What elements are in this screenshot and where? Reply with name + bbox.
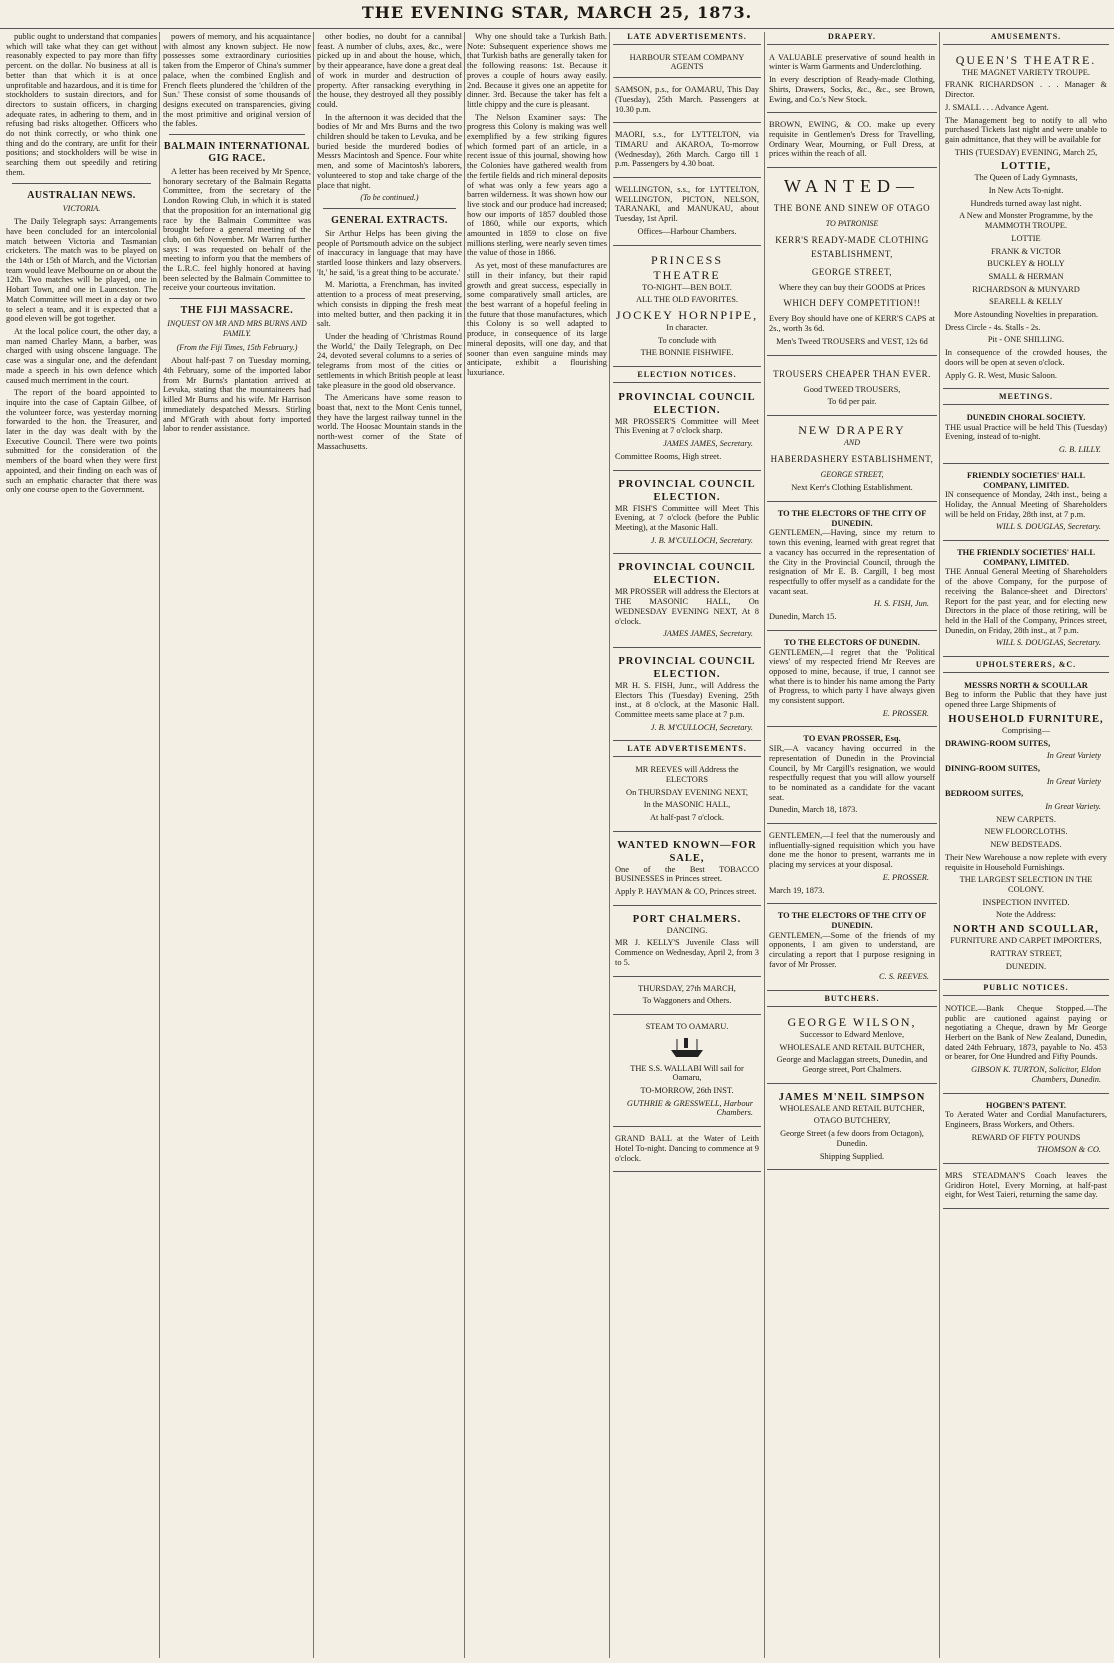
ad-text: WHICH DEFY COMPETITION!! — [783, 298, 921, 309]
ad-text: MR H. S. FISH, Junr., will Address the Electors This (Tuesday) Evening, 25th inst., at 8 o'clock, at the Masonic Hall. Committee meets same place at 7 p.m. — [615, 680, 759, 720]
ad-heading: TROUSERS CHEAPER THAN EVER. — [773, 368, 931, 379]
ad-text: Comprising— — [1002, 725, 1050, 735]
ad-text: A VALUABLE preservative of sound health in winter is Warm Garments and Underclothing. — [769, 52, 935, 72]
column-rule — [159, 32, 160, 1658]
section-tag: MEETINGS. — [943, 392, 1109, 405]
ad-heading: DUNEDIN CHORAL SOCIETY. — [966, 412, 1086, 422]
ad-text: DANCING. — [666, 925, 708, 935]
ad-text: NEW BEDSTEADS. — [990, 840, 1062, 850]
column-rule — [609, 32, 610, 1658]
ad-text: On THURSDAY EVENING NEXT, — [626, 787, 748, 797]
ad-text: In Great Variety — [1046, 751, 1101, 761]
column-rule — [313, 32, 314, 1658]
continued-note: (To be continued.) — [360, 193, 419, 203]
article-heading: BALMAIN INTERNATIONAL GIG RACE. — [163, 141, 311, 165]
ad-text: In every description of Ready-made Clothing, Shirts, Drawers, Socks, &c., &c., see Brown, Ewing, and Co.'s New Stock. — [769, 75, 935, 104]
ad-text: Hundreds turned away last night. — [970, 198, 1082, 208]
ad-text: GENTLEMEN,—I feel that the numerously and influentially-signed requisition which you have done me the honor to present, warrants me in placing my services at your disposal. — [769, 831, 935, 870]
article-paragraph: Sir Arthur Helps has been giving the people of Portsmouth advice on the subject of inaccuracy in language that may have startled loose thinkers and lazy observers. 'It,' he said, 'is a great thing to be accurate.' — [317, 228, 462, 277]
column-rule — [464, 32, 465, 1658]
ad-signature: J. B. M'CULLOCH, Secretary. — [650, 722, 753, 732]
ad-heading: HABERDASHERY ESTABLISHMENT, — [770, 453, 934, 464]
ad-text: DUNEDIN. — [1005, 961, 1047, 971]
section-tag: PUBLIC NOTICES. — [943, 983, 1109, 996]
ad-heading: FRIENDLY SOCIETIES' HALL COMPANY, LIMITED. — [966, 470, 1086, 490]
ad-text: NEW FLOORCLOTHS. — [984, 827, 1068, 837]
divider — [169, 298, 305, 299]
ad-text: MRS STEADMAN'S Coach leaves the Gridiron Hotel, Every Morning, at half-past eight, for West Taieri, returning the same day. — [945, 1171, 1107, 1200]
ad-text: George Street (a few doors from Octagon), Dunedin. — [780, 1129, 924, 1148]
article-heading: THE FIJI MASSACRE. — [180, 305, 294, 317]
ad-text: The Management beg to notify to all who purchased Tickets last night and were unable to gain admittance, that they will be available for — [945, 115, 1107, 144]
article-paragraph: powers of memory, and his acquaintance with almost any known subject. He now possesses some extraordinary curiosities taken from the Emperor of China's summer palace, when the combined English and French fleets plundered the 'children of the Sun.' These consist of some thousands of designs executed on transparencies, giving the most primitive and original version of the fables. — [163, 32, 311, 129]
ad-text: GENTLEMEN,—Some of the friends of my opponents, I am given to understand, are circulating a report that I purpose resigning in favor of Mr Prosser. — [769, 930, 935, 969]
advertisement — [943, 409, 1109, 464]
ad-text: More Astounding Novelties in preparation. — [954, 310, 1098, 320]
ad-text: March 19, 1873. — [769, 885, 825, 895]
ad-text: TO PATRONISE — [825, 219, 879, 229]
ad-text: In consequence of the crowded houses, the doors will be open at seven o'clock. — [945, 348, 1107, 367]
ad-text: The Queen of Lady Gymnasts, — [974, 173, 1078, 183]
ad-text: THE BONE AND SINEW OF OTAGO — [773, 203, 931, 214]
article-heading: AUSTRALIAN NEWS. — [27, 189, 136, 201]
ad-text: In character. — [666, 322, 708, 332]
ad-text: In Great Variety. — [1045, 802, 1101, 812]
advertisement — [767, 359, 937, 416]
column-7 — [943, 32, 1109, 1658]
advertisement — [767, 907, 937, 991]
column-2 — [163, 32, 311, 1658]
ad-text: In Great Variety — [1046, 776, 1101, 786]
ad-heading: PROVINCIAL COUNCIL ELECTION. — [618, 655, 756, 680]
ad-text: DRAWING-ROOM SUITES, — [945, 738, 1051, 748]
advertisement — [943, 677, 1109, 980]
ad-text: FURNITURE AND CARPET IMPORTERS, — [950, 936, 1102, 946]
article-source: (From the Fiji Times, 15th February.) — [176, 342, 298, 352]
ad-signature: GIBSON K. TURTON, Solicitor, Eldon Chambers, Dunedin. — [971, 1065, 1101, 1084]
steamship-icon — [667, 1035, 707, 1061]
ad-text: Pit - ONE SHILLING. — [987, 335, 1065, 345]
advertisement — [767, 49, 937, 114]
ad-text: WHOLESALE AND RETAIL BUTCHER, — [779, 1042, 925, 1052]
ad-text: In the MASONIC HALL, — [643, 800, 731, 810]
masthead — [0, 0, 1114, 29]
section-tag: UPHOLSTERERS, &C. — [943, 660, 1109, 673]
ad-text: GENTLEMEN,—I regret that the 'Political views' of my respected friend Mr Reeves are opposed to mine, because, if true, I cannot see what there is to hinder his name among the Party of Progress, to which party I have always given my consistent support. — [769, 647, 935, 706]
ad-signature: WILL S. DOUGLAS, Secretary. — [995, 638, 1101, 648]
ad-heading: NEW DRAPERY — [798, 422, 906, 437]
column-4 — [467, 32, 607, 1658]
ad-text: Successor to Edward Menlove, — [799, 1029, 905, 1039]
article-paragraph: At the local police court, the other day, a man named Charley Mann, a barber, was charged with using obscene language. The case was a singular one, and the defendant made a speech in his own defence which caused much merriment in the court. — [6, 326, 157, 385]
divider — [323, 208, 456, 209]
article-paragraph: A letter has been received by Mr Spence, honorary secretary of the Balmain Regatta Committee, from the secretary of the London Rowing Club, in which it is stated that the proposition for an international gig race by the Balmain Committee was brought before a general meeting of the club, on 6th November. Mr Warren further says: I was requested on behalf of the meeting to inform you that the members of the L.R.C. feel highly honored at having been selected by the Balmain Committee to receive your courteous invitation. — [163, 167, 311, 293]
section-tag: DRAPERY. — [767, 32, 937, 45]
article-paragraph: The Nelson Examiner says: The progress this Colony is making was well exemplified by a few striking figures which formed part of an article, in a recent issue of this journal, showing how the Colonies have gathered wealth from the fertile fields and rich mineral deposits of what was only a few years ago a barren wilderness. It was shown how our live stock and our produce had increased; how our imports of 1857 doubled those of 1860, while our exports, which amounted in 1859 to close on five millions sterling, were nearly seven times the value of those in 1866. — [467, 112, 607, 258]
newspaper-title: THE EVENING STAR, MARCH 25, 1873. — [361, 3, 753, 22]
ad-heading: PROVINCIAL COUNCIL ELECTION. — [618, 562, 756, 587]
ad-text: MR J. KELLY'S Juvenile Class will Commence on Wednesday, April 2, from 3 to 5. — [615, 938, 759, 967]
article-paragraph: Why one should take a Turkish Bath. Note: Subsequent experience shows me that Turkish baths are generally taken for the following reasons: 1st. Because it proves a couple of hours away easily. 2nd. Because it gives one an appetite for dinner. 3rd. Because the taker has felt a little chippy and the cure is pleasant. — [467, 32, 607, 109]
ad-text: MR PROSSER'S Committee will Meet This Evening at 7 o'clock sharp. — [615, 416, 759, 436]
ad-text: REWARD OF FIFTY POUNDS — [971, 1132, 1081, 1142]
ad-heading: LOTTIE, — [1001, 161, 1051, 173]
ad-text: INSPECTION INVITED. — [982, 897, 1070, 907]
ad-text: WHOLESALE AND RETAIL BUTCHER, — [779, 1103, 925, 1113]
article-paragraph: The report of the board appointed to inquire into the case of Captain Gilbee, of the volunteer force, was yesterday morning forwarded to the hon. the Treasurer, and later in the day was dealt with by the Executive Council. There were two points submitted for the consideration of the members of the board when they were first appointed, and their finding on each was of such an emphatic character that there was only one course open to the Government. — [6, 388, 157, 495]
ad-text: ALL THE OLD FAVORITES. — [635, 295, 739, 305]
ad-text: BEDROOM SUITES, — [945, 789, 1024, 799]
ad-text: A New and Monster Programme, by the MAMMOTH TROUPE. — [959, 211, 1093, 231]
ad-text: J. SMALL . . . Advance Agent. — [945, 102, 1049, 112]
ad-text: SMALL & HERMAN — [988, 271, 1064, 281]
advertisement — [943, 1000, 1109, 1094]
ad-heading: JAMES M'NEIL SIMPSON — [778, 1091, 926, 1103]
section-tag: BUTCHERS. — [767, 994, 937, 1007]
advertisement — [613, 181, 761, 246]
advertisement — [767, 634, 937, 728]
ad-text: THE Annual General Meeting of Shareholders of the above Company, for the purpose of receiving the Balance-sheet and Directors' Report for the past year, and for electing new Directors in the place of those retiring, will be held in the Hall of the Company, Princes street, Dunedin, on Friday, 28th inst., at 7 p.m. — [945, 567, 1107, 635]
ad-heading: TO THE ELECTORS OF THE CITY OF DUNEDIN. — [777, 911, 927, 930]
ad-text: To 6d per pair. — [827, 397, 877, 407]
ad-text: SEARELL & KELLY — [989, 297, 1063, 307]
ad-text: BROWN, EWING, & CO. make up every requisite in Gentlemen's Dress for Travelling, Ordinary Wear, Mourning, or Full Dress, at prices within the reach of all. — [769, 120, 935, 159]
ad-heading: MESSRS NORTH & SCOULLAR — [964, 680, 1088, 690]
ad-text: TO-NIGHT—BEN BOLT. — [642, 282, 732, 292]
advertisement — [613, 81, 761, 123]
ad-signature: JAMES JAMES, Secretary. — [663, 439, 753, 449]
ad-text: Committee Rooms, High street. — [615, 451, 722, 461]
ad-text: IN consequence of Monday, 24th inst., being a Holiday, the Annual Meeting of Shareholders will be held on Friday, 28th inst, at 7 p.m. — [945, 490, 1107, 519]
ad-text: THURSDAY, 27th MARCH, — [638, 983, 736, 993]
ad-text: KERR'S READY-MADE CLOTHING ESTABLISHMENT, — [775, 234, 929, 259]
ad-heading: TO EVAN PROSSER, Esq. — [803, 734, 901, 744]
column-3 — [317, 32, 462, 1658]
ad-text: THE LARGEST SELECTION IN THE COLONY. — [959, 875, 1093, 894]
section-tag: LATE ADVERTISEMENTS. — [613, 744, 761, 757]
advertisement — [613, 909, 761, 977]
ad-text: Apply P. HAYMAN & CO, Princes street. — [615, 887, 757, 897]
ad-text: GRAND BALL at the Water of Leith Hotel To-night. Dancing to commence at 9 o'clock. — [615, 1134, 759, 1163]
article-paragraph: About half-past 7 on Tuesday morning, 4th February, some of the imported labor from Mr Burns's plantation arrived at Levuka, stating that the mountaineers had killed Mr Burns and his wife. Mr Harrison immediately despatched Messrs. Stirling and M'Grath with about forty imported labor to render assistance. — [163, 356, 311, 434]
ad-text: NEW CARPETS. — [996, 814, 1056, 824]
ad-text: Good TWEED TROUSERS, — [803, 384, 901, 394]
advertisement — [767, 730, 937, 824]
ad-signature: E. PROSSER. — [882, 708, 929, 718]
article-subheading: INQUEST ON MR AND MRS BURNS AND FAMILY. — [167, 319, 307, 338]
ad-signature: H. S. FISH, Jun. — [873, 599, 929, 609]
advertisement — [767, 505, 937, 631]
ad-text: MR REEVES will Address the ELECTORS — [635, 765, 739, 784]
ad-heading: TO THE ELECTORS OF DUNEDIN. — [784, 637, 920, 647]
ad-heading: PRINCESS THEATRE — [650, 252, 724, 282]
ad-heading: WANTED— — [784, 176, 920, 197]
ad-signature: THOMSON & CO. — [1037, 1145, 1101, 1155]
ad-heading: TO THE ELECTORS OF THE CITY OF DUNEDIN. — [777, 509, 927, 528]
advertisement — [613, 980, 761, 1015]
column-rule — [764, 32, 765, 1658]
ad-text: To Waggoners and Others. — [642, 996, 732, 1006]
ad-heading: HOGBEN'S PATENT. — [985, 1100, 1067, 1110]
advertisement — [613, 835, 761, 906]
ad-text: Every Boy should have one of KERR'S CAPS at 2s., worth 3s 6d. — [769, 314, 935, 334]
article-paragraph: M. Mariotta, a Frenchman, has invited attention to a process of meat preserving, which consists in dipping the fresh meat into melted butter, and then packing it in salt. — [317, 280, 462, 329]
advertisement — [943, 467, 1109, 541]
advertisement — [767, 171, 937, 356]
advertisement — [767, 827, 937, 904]
ad-heading: NORTH AND SCOULLAR, — [953, 924, 1099, 936]
article-paragraph: The Americans have some reason to boast that, next to the Mont Cenis tunnel, they have the largest railway tunnel in the world. The Hoosac Mountain stands in the north-west corner of the State of Massachusetts. — [317, 393, 462, 451]
ad-text: RICHARDSON & MUNYARD — [972, 284, 1080, 294]
advertisement — [613, 761, 761, 832]
ad-text: WELLINGTON, s.s., for LYTTELTON, WELLINGTON, PICTON, NELSON, TARANAKI, and MANUKAU, about Tuesday, 1st April. — [615, 185, 759, 224]
divider — [169, 134, 305, 135]
column-rule — [939, 32, 940, 1658]
ad-text: Next Kerr's Clothing Establishment. — [791, 483, 913, 493]
ad-heading: HARBOUR STEAM COMPANY AGENTS — [629, 52, 745, 72]
ad-heading: PROVINCIAL COUNCIL ELECTION. — [618, 391, 756, 416]
ad-text: Dress Circle - 4s. Stalls - 2s. — [945, 322, 1041, 332]
ad-signature: G. B. LILLY. — [1058, 445, 1101, 455]
ad-text: RATTRAY STREET, — [990, 948, 1062, 958]
ad-text: FRANK RICHARDSON . . . Manager & Director. — [945, 80, 1107, 100]
ad-text: Where they can buy their GOODS at Prices — [778, 282, 926, 292]
ad-heading: HOUSEHOLD FURNITURE, — [948, 713, 1104, 725]
ad-text: NOTICE.—Bank Cheque Stopped.—The public are cautioned against paying or negotiating a Cheque, drawn by Mr George Herbert on the Bank of New Zealand, Dunedin, dated 24th February, 1873, payable to No. 453 or bearer, for One Hundred and Fifty Pounds. — [945, 1003, 1107, 1062]
ad-text: GENTLEMEN,—Having, since my return to town this evening, learned with great regret that a vacancy has occurred in the representation of the City in the Provincial Council, through the resignation of Mr E. B. Cargill, I beg most respectfully to offer myself as a candidate for the vacant seat. — [769, 528, 935, 596]
ad-text: AND — [844, 437, 860, 447]
ad-text: To conclude with — [657, 335, 717, 345]
ad-heading: PORT CHALMERS. — [632, 913, 742, 925]
ad-text: DINING-ROOM SUITES, — [945, 763, 1040, 773]
ad-signature: E. PROSSER. — [882, 872, 929, 882]
section-tag: LATE ADVERTISEMENTS. — [613, 32, 761, 45]
ad-text: THE MAGNET VARIETY TROUPE. — [962, 67, 1090, 77]
ad-text: George and Maclaggan streets, Dunedin, and George street, Port Chalmers. — [776, 1055, 928, 1074]
advertisement — [613, 651, 761, 742]
section-tag: ELECTION NOTICES. — [613, 370, 761, 383]
article-subheading: VICTORIA. — [62, 203, 101, 213]
ad-text: Shipping Supplied. — [819, 1151, 885, 1161]
advertisement — [613, 249, 761, 368]
column-6 — [767, 32, 937, 1658]
ad-text: LOTTIE — [1011, 233, 1041, 243]
ad-text: OTAGO BUTCHERY, — [813, 1116, 891, 1126]
ad-heading: WANTED KNOWN—FOR SALE, — [617, 839, 757, 864]
ad-text: MAORI, s.s., for LYTTELTON, via TIMARU and AKAROA, To-morrow (Wednesday), 26th March. Cargo till 1 p.m. Passengers by 4.30 boat. — [615, 130, 759, 169]
divider — [12, 183, 151, 184]
advertisement — [613, 387, 761, 471]
ad-text: STEAM TO OAMARU. — [645, 1021, 729, 1031]
ad-signature: JAMES JAMES, Secretary. — [663, 629, 753, 639]
ad-text: GEORGE STREET, — [820, 469, 884, 479]
column-1 — [6, 32, 157, 1658]
ad-text: SIR,—A vacancy having occurred in the representation of Dunedin in the Provincial Council, by Mr Cargill's resignation, we would respectfully request that you will allow yourself to be nominated as a candidate for the vacant seat. — [769, 744, 935, 802]
advertisement — [613, 126, 761, 178]
ad-text: In New Acts To-night. — [988, 186, 1064, 196]
ad-text: Their New Warehouse a now replete with every requisite in Household Furnishings. — [945, 852, 1107, 872]
advertisement — [767, 1011, 937, 1084]
ad-heading: QUEEN'S THEATRE. — [955, 52, 1097, 67]
ad-text: THE S.S. WALLABI Will sail for Oamaru, — [630, 1063, 744, 1083]
advertisement — [943, 1097, 1109, 1165]
advertisement — [613, 557, 761, 648]
advertisement — [767, 116, 937, 168]
column-5 — [613, 32, 761, 1658]
advertisement — [613, 474, 761, 555]
article-paragraph: Under the heading of 'Christmas Round the World,' the Daily Telegraph, on Dec 24, devoted several columns to a series of telegrams from most of the cities or settlements in which British people at least take pleasure in the good old observance. — [317, 331, 462, 390]
ad-text: BUCKLEY & HOLLY — [987, 259, 1065, 269]
ad-heading: PROVINCIAL COUNCIL ELECTION. — [618, 478, 756, 503]
advertisement — [943, 544, 1109, 657]
ad-text: THE BONNIE FISHWIFE. — [640, 348, 734, 358]
advertisement — [613, 1018, 761, 1127]
article-paragraph: public ought to understand that companies which will take what they can get without reasonably expected to pay more than fifty percent. on the dollar. No business at all is better than that which it is at once unprofitable and hazardous, and it is time for stockholders to sustain directors, and for directors to sustain officers, in charging adequate rates, in adhering to them, and in refusing bad risks altogether. Officers who do not think correctly, or who think one thing and do the contrary, are unfit for their positions; and stockholders will be wise in searching them out speedily and retiring them. — [6, 32, 157, 177]
ad-heading: GEORGE WILSON, — [787, 1014, 917, 1029]
ad-text: THE usual Practice will be held This (Tuesday) Evening, instead of to-night. — [945, 422, 1107, 442]
ad-signature: WILL S. DOUGLAS, Secretary. — [995, 522, 1101, 532]
ad-text: Beg to inform the Public that they have just opened three Large Shipments of — [945, 690, 1107, 710]
advertisement — [943, 49, 1109, 390]
article-paragraph: In the afternoon it was decided that the bodies of Mr and Mrs Burns and the two children should be taken to Levuka, and be buried beside the murdered bodies of Messrs Macintosh and Spence. Four white men, and some of Macintosh's laborers, volunteered to stop and take charge of the place that night. — [317, 112, 462, 190]
ad-text: MR PROSSER will address the Electors at THE MASONIC HALL, On WEDNESDAY EVENING NEXT, At 8 o'clock. — [615, 587, 759, 626]
ad-text: SAMSON, p.s., for OAMARU, This Day (Tuesday), 25th March. Passengers at 10.30 p.m. — [615, 85, 759, 114]
section-tag: AMUSEMENTS. — [943, 32, 1109, 45]
ad-text: At half-past 7 o'clock. — [649, 812, 725, 822]
ad-heading: THE FRIENDLY SOCIETIES' HALL COMPANY, LIMITED. — [957, 548, 1095, 567]
article-paragraph: other bodies, no doubt for a cannibal feast. A number of clubs, axes, &c., were picked up in and about the house, which, by their appearance, have done a great deal of work in murder and destruction of property. After ransacking everything in the house, they destroyed all they possibly could. — [317, 32, 462, 109]
ad-text: Dunedin, March 18, 1873. — [769, 805, 858, 815]
advertisement — [767, 1087, 937, 1171]
ad-text: To Aerated Water and Cordial Manufacturers, Engineers, Brass Workers, and Others. — [945, 1110, 1107, 1129]
ad-text: Apply G. R. West, Music Saloon. — [945, 370, 1058, 380]
ad-text: THIS (TUESDAY) EVENING, March 25, — [954, 147, 1098, 157]
advertisement — [943, 1167, 1109, 1209]
ad-text: FRANK & VICTOR — [991, 246, 1061, 256]
ad-text: TO-MORROW, 26th INST. — [640, 1086, 734, 1096]
ad-signature: GUTHRIE & GRESSWELL, Harbour Chambers. — [626, 1098, 753, 1118]
advertisement — [613, 1130, 761, 1172]
ad-text: GEORGE STREET, — [811, 266, 893, 277]
ad-signature: C. S. REEVES. — [878, 972, 929, 982]
ad-text: MR FISH'S Committee will Meet This Evening, at 7 o'clock (before the Public Meeting), at the Masonic Hall. — [615, 503, 759, 532]
ad-text: Dunedin, March 15. — [769, 612, 837, 622]
ad-heading: JOCKEY HORNPIPE, — [615, 307, 759, 322]
ad-text: One of the Best TOBACCO BUSINESSES in Princes street. — [615, 864, 759, 884]
ad-text: Men's Tweed TROUSERS and VEST, 12s 6d — [776, 336, 928, 346]
article-paragraph: As yet, most of these manufactures are still in their infancy, but their rapid growth and great success, especially in some comparatively small articles, are the best warrant of a hopeful feeling in the future that those manufactures, which this Colony is so well adapted to produce, in consequence of its large mineral deposits, will one day, and that sooner than even sanguine minds may anticipate, exhibit a flourishing luxuriance. — [467, 261, 607, 377]
advertisement — [613, 49, 761, 78]
advertisement — [767, 419, 937, 502]
ad-signature: J. B. M'CULLOCH, Secretary. — [650, 535, 753, 545]
ad-text: Offices—Harbour Chambers. — [637, 226, 737, 236]
article-heading: GENERAL EXTRACTS. — [331, 214, 448, 226]
ad-text: Note the Address: — [995, 910, 1056, 920]
article-paragraph: The Daily Telegraph says: Arrangements have been concluded for an intercolonial match between Victoria and Tasmanian cricketers. The match was to be played on the 14th or 15th of March, and the Victorian team would leave Melbourne on or about the 12th. Two matches will be played, one in Hobart Town, and one in Launceston. The Match Committee will meet in a day or two to select a team, and it is expected that a good eleven will be got together. — [6, 217, 157, 324]
